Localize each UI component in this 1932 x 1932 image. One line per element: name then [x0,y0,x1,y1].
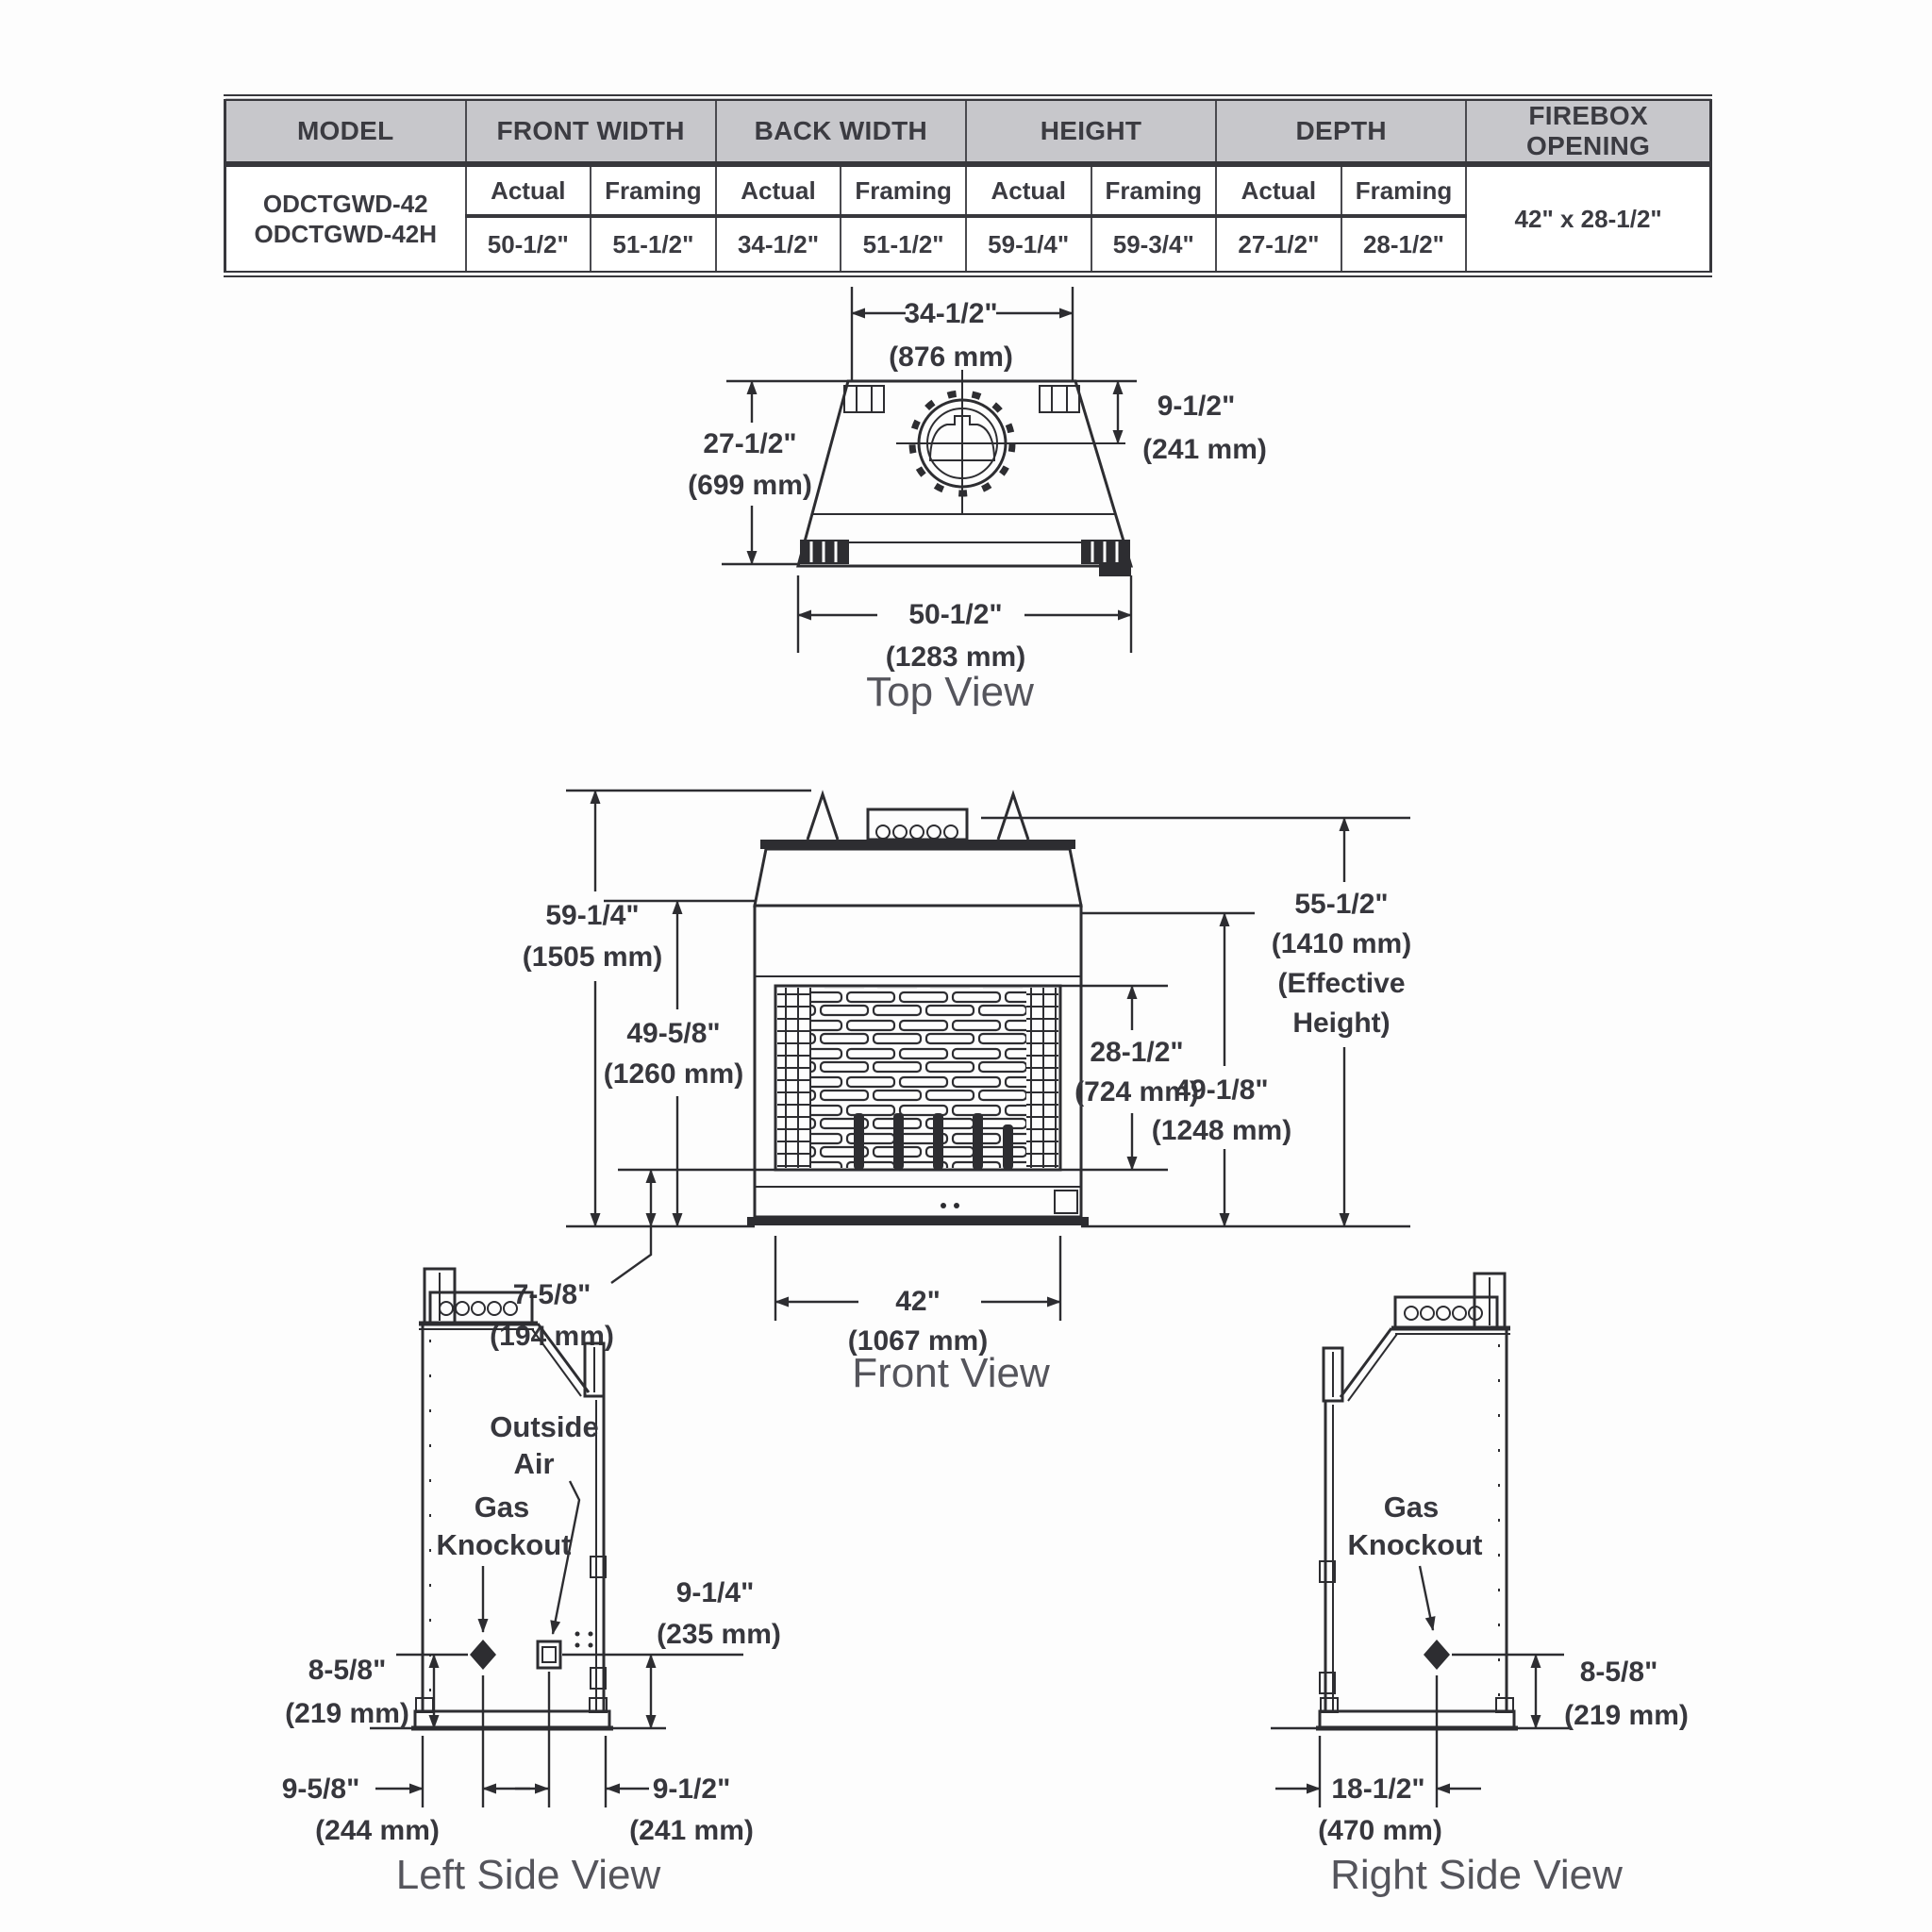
front-actual-label: Actual [466,164,591,216]
dim-gas-d-in: 9-5/8" [281,1774,360,1805]
depth-framing-label: Framing [1341,164,1467,216]
brick-liner [811,988,1026,1168]
height-framing-label: Framing [1091,164,1217,216]
dim-air-depth [515,1672,754,1846]
dim-back-width-in: 34-1/2" [904,298,998,329]
dim-front-width-in: 50-1/2" [908,599,1003,630]
dim-air-h-in: 9-1/4" [675,1577,755,1608]
col-height: HEIGHT [966,98,1216,165]
back-framing-value: 51-1/2" [841,216,966,275]
dim-body-in: 49-5/8" [626,1018,721,1049]
junction-box-right [1395,1297,1497,1328]
dim-gas-h-mm-left: (219 mm) [285,1698,409,1729]
dim-inner-mm: (1248 mm) [1151,1115,1292,1146]
dim-overall-mm: (1505 mm) [522,941,663,973]
height-framing-value: 59-3/4" [1091,216,1217,275]
dim-air-d-in: 9-1/2" [652,1774,731,1805]
flue-collar [896,370,1125,514]
dim-body-mm: (1260 mm) [603,1058,744,1090]
height-actual-label: Actual [966,164,1091,216]
dim-front-width [798,575,1131,673]
dim-depth-in-right: 18-1/2" [1331,1774,1425,1805]
smoke-dome [755,849,1081,906]
outside-air-label-2: Air [513,1447,555,1480]
firebox-opening [775,986,1060,1170]
back-actual-label: Actual [716,164,841,216]
gas-knockout-leader-right [1420,1566,1433,1630]
model-name-1: ODCTGWD-42 [262,189,428,218]
dim-gas-h-in-right: 8-5/8" [1579,1657,1658,1688]
top-slope-right [1341,1328,1391,1397]
height-actual-value: 59-1/4" [966,216,1091,275]
gas-knockout-label-2-right: Knockout [1347,1528,1483,1561]
dim-inner-height [1081,913,1291,1226]
dim-flue-offset-mm: (241 mm) [1142,434,1267,465]
mesh-curtain-left [777,988,811,1168]
front-actual-value: 50-1/2" [466,216,591,275]
dim-air-height [562,1577,781,1728]
dim-flue-offset [1118,381,1267,465]
right-side-view-caption: Right Side View [1330,1852,1623,1898]
dim-front-width-mm: (1283 mm) [885,641,1026,673]
dim-overall-in: 59-1/4" [545,900,640,931]
left-side-view-drawing [282,1269,781,1898]
dim-top-depth-in: 27-1/2" [703,428,797,459]
top-view-drawing [688,287,1267,715]
dim-inner-in: 49-1/8" [1174,1074,1269,1106]
depth-framing-value: 28-1/2" [1341,216,1467,275]
front-framing-value: 51-1/2" [591,216,716,275]
dim-opening-h-in: 28-1/2" [1090,1037,1184,1068]
front-view-drawing [490,791,1411,1396]
dim-back-width [852,287,1073,381]
firebox-opening-value: 42" x 28-1/2" [1466,164,1710,275]
outside-air-knockout [538,1641,560,1668]
col-back-width: BACK WIDTH [716,98,966,165]
dim-eff-note2: Height) [1292,1008,1391,1039]
col-model: MODEL [225,98,466,165]
back-actual-value: 34-1/2" [716,216,841,275]
bottom-plate [747,1217,1089,1225]
dim-back-width-mm: (876 mm) [889,341,1013,373]
dim-eff-mm: (1410 mm) [1271,928,1412,959]
dimension-drawings [0,255,1932,1932]
dim-gas-depth-right [1275,1675,1481,1846]
gas-access-box [1055,1191,1077,1213]
dim-depth-mm-right: (470 mm) [1318,1815,1442,1846]
subheader-row [225,164,1711,216]
header-row [225,98,1711,165]
col-front-width: FRONT WIDTH [466,98,716,165]
dim-floor-mm: (194 mm) [490,1321,614,1352]
front-framing-label: Framing [591,164,716,216]
base-assembly-right [1316,1698,1518,1728]
dim-air-h-mm: (235 mm) [657,1619,781,1650]
gas-knockout-right [1424,1640,1450,1670]
outside-air-label-1: Outside [490,1410,599,1443]
front-view-caption: Front View [852,1350,1050,1396]
dim-gas-d-mm: (244 mm) [315,1815,440,1846]
dim-flue-offset-in: 9-1/2" [1157,391,1236,422]
dim-gas-h-in-left: 8-5/8" [308,1655,387,1686]
base-assembly-left [411,1698,613,1728]
left-side-view-caption: Left Side View [395,1852,661,1898]
nailing-tabs [800,540,1131,576]
dim-effective-height [1272,818,1411,1226]
dim-eff-in: 55-1/2" [1294,889,1389,920]
dim-gas-height-left [285,1655,468,1729]
dim-opening-w-in: 42" [895,1286,941,1317]
depth-actual-label: Actual [1216,164,1341,216]
back-framing-label: Framing [841,164,966,216]
dim-gas-h-mm-right: (219 mm) [1564,1700,1689,1731]
gas-knockout-label-1-left: Gas [474,1491,530,1524]
top-view-caption: Top View [866,669,1034,715]
mesh-curtain-right [1026,988,1058,1168]
col-depth: DEPTH [1216,98,1466,165]
dim-opening-width [775,1236,1060,1357]
dim-opening-w-mm: (1067 mm) [847,1325,989,1357]
gas-knockout-left [470,1640,496,1670]
dim-gas-height-right [1452,1655,1689,1731]
model-name-2: ODCTGWD-42H [254,220,438,248]
dim-air-d-mm: (241 mm) [629,1815,754,1846]
spec-table [224,94,1712,277]
gas-knockout-label-1-right: Gas [1383,1491,1440,1524]
depth-actual-value: 27-1/2" [1216,216,1341,275]
gas-knockout-label-2-left: Knockout [436,1528,572,1561]
right-side-view-drawing [1271,1274,1689,1898]
col-firebox-opening: FIREBOX OPENING [1466,98,1710,165]
dim-floor-in: 7-5/8" [512,1279,591,1310]
spec-table-wrap [224,94,1712,277]
dim-top-depth-mm: (699 mm) [688,470,812,501]
dim-eff-note1: (Effective [1277,968,1406,999]
junction-box [868,809,967,840]
dim-opening-h-mm: (724 mm) [1074,1076,1199,1108]
dim-overall-height [523,791,662,1226]
dim-top-depth [688,381,812,564]
